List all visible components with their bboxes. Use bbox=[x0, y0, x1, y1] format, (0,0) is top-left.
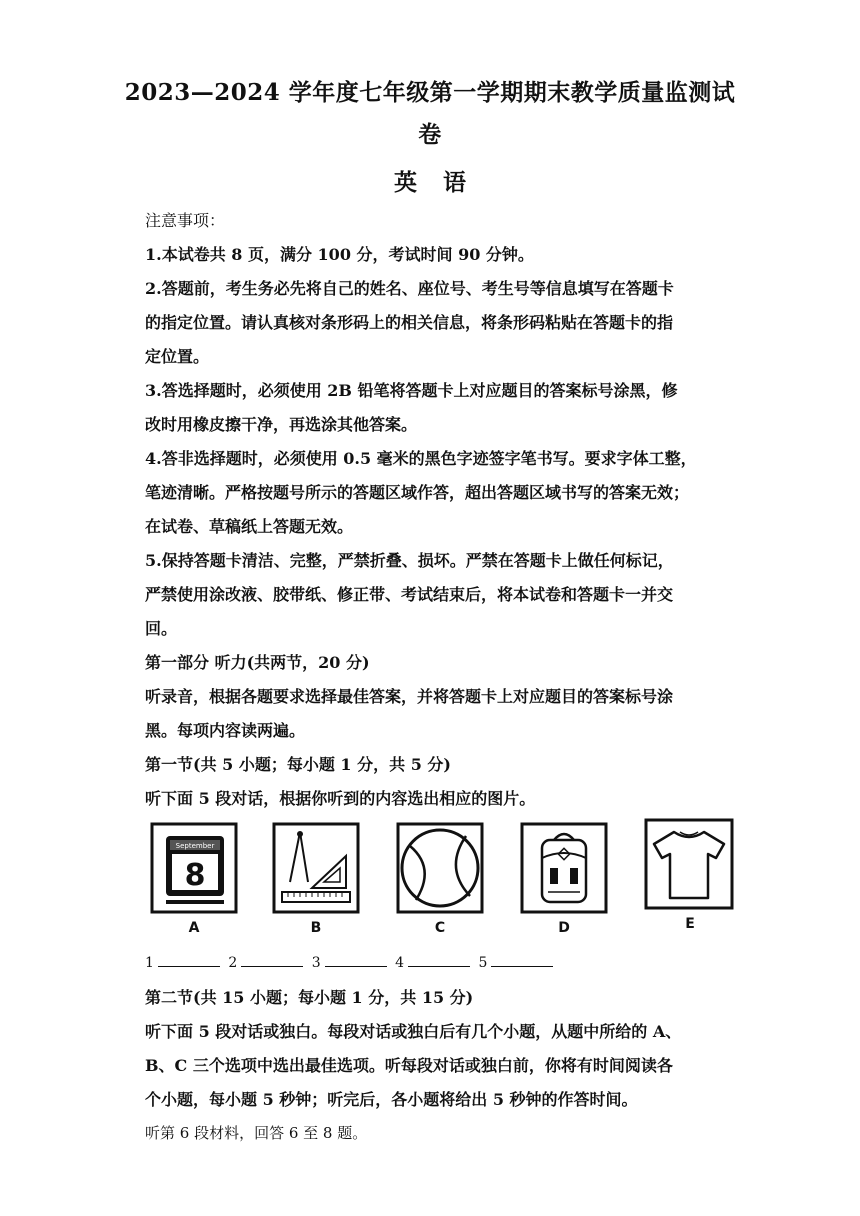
picture-label-a: A bbox=[188, 920, 200, 936]
listening-pictures bbox=[146, 822, 746, 938]
answer-blank[interactable] bbox=[491, 956, 553, 967]
section2-heading: 第二节(共 15 小题；每小题 1 分，共 15 分) bbox=[145, 988, 474, 1007]
picture-label-e: E bbox=[685, 916, 695, 932]
section2-instruction: 个小题，每小题 5 秒钟；听完后，各小题将给出 5 秒钟的作答时间。 bbox=[145, 1090, 638, 1109]
backpack-picture bbox=[520, 822, 608, 914]
ball-picture bbox=[396, 822, 484, 914]
notice-line: 1.本试卷共 8 页，满分 100 分，考试时间 90 分钟。 bbox=[145, 245, 534, 264]
notice-line: 笔迹清晰。严格按题号所示的答题区域作答，超出答题区域书写的答案无效； bbox=[145, 483, 690, 502]
notice-heading: 注意事项： bbox=[145, 211, 226, 230]
section2-instruction: 听下面 5 段对话或独白。每段对话或独白后有几个小题，从题中所给的 A、 bbox=[145, 1022, 682, 1041]
calendar-month: September bbox=[175, 842, 215, 850]
notice-line: 4.答非选择题时，必须使用 0.5 毫米的黑色字迹签字笔书写。要求字体工整， bbox=[145, 449, 697, 468]
blank-number: 3 bbox=[311, 955, 321, 971]
picture-label-b: B bbox=[310, 920, 322, 936]
notice-line: 3.答选择题时，必须使用 2B 铅笔将答题卡上对应题目的答案标号涂黑，修 bbox=[145, 381, 678, 400]
answer-blank[interactable] bbox=[241, 956, 303, 967]
calendar-picture bbox=[150, 822, 238, 914]
subject-title: 英语 bbox=[394, 169, 492, 196]
blank-number: 2 bbox=[228, 955, 238, 971]
notice-line: 严禁使用涂改液、胶带纸、修正带、考试结束后，将本试卷和答题卡一并交 bbox=[145, 585, 674, 604]
answer-blank[interactable] bbox=[158, 956, 220, 967]
material-note: 听第 6 段材料，回答 6 至 8 题。 bbox=[145, 1124, 368, 1142]
blank-number: 5 bbox=[478, 955, 488, 971]
answer-blanks bbox=[145, 955, 557, 971]
exam-title-line1: 2023—2024 学年度七年级第一学期期末教学质量监测试 bbox=[124, 79, 736, 106]
exam-title-line2: 卷 bbox=[418, 121, 442, 148]
notice-line: 5.保持答题卡清洁、完整，严禁折叠、损坏。严禁在答题卡上做任何标记， bbox=[145, 551, 674, 570]
calendar-day: 8 bbox=[184, 858, 206, 893]
part1-instruction: 黑。每项内容读两遍。 bbox=[145, 721, 306, 740]
part1-heading: 第一部分 听力(共两节，20 分) bbox=[145, 653, 370, 672]
answer-blank[interactable] bbox=[408, 956, 470, 967]
blank-number: 1 bbox=[145, 955, 154, 971]
picture-label-c: C bbox=[434, 920, 446, 936]
section2-instruction: B、C 三个选项中选出最佳选项。听每段对话或独白前，你将有时间阅读各 bbox=[145, 1056, 673, 1075]
section1-instruction: 听下面 5 段对话，根据你听到的内容选出相应的图片。 bbox=[145, 789, 536, 808]
notice-line: 的指定位置。请认真核对条形码上的相关信息，将条形码粘贴在答题卡的指 bbox=[145, 313, 674, 332]
notice-line: 回。 bbox=[145, 619, 178, 638]
part1-instruction: 听录音，根据各题要求选择最佳答案，并将答题卡上对应题目的答案标号涂 bbox=[145, 687, 674, 706]
blank-number: 4 bbox=[395, 955, 405, 971]
notice-line: 改时用橡皮擦干净，再选涂其他答案。 bbox=[145, 415, 418, 434]
notice-line: 2.答题前，考生务必先将自己的姓名、座位号、考生号等信息填写在答题卡 bbox=[145, 279, 674, 298]
notice-line: 在试卷、草稿纸上答题无效。 bbox=[145, 517, 354, 536]
notice-line: 定位置。 bbox=[145, 347, 210, 366]
compass-ruler-picture bbox=[272, 822, 360, 914]
section1-heading: 第一节(共 5 小题；每小题 1 分，共 5 分) bbox=[145, 755, 451, 774]
answer-blank[interactable] bbox=[325, 956, 387, 967]
picture-label-d: D bbox=[558, 920, 570, 936]
tshirt-picture bbox=[644, 818, 734, 910]
